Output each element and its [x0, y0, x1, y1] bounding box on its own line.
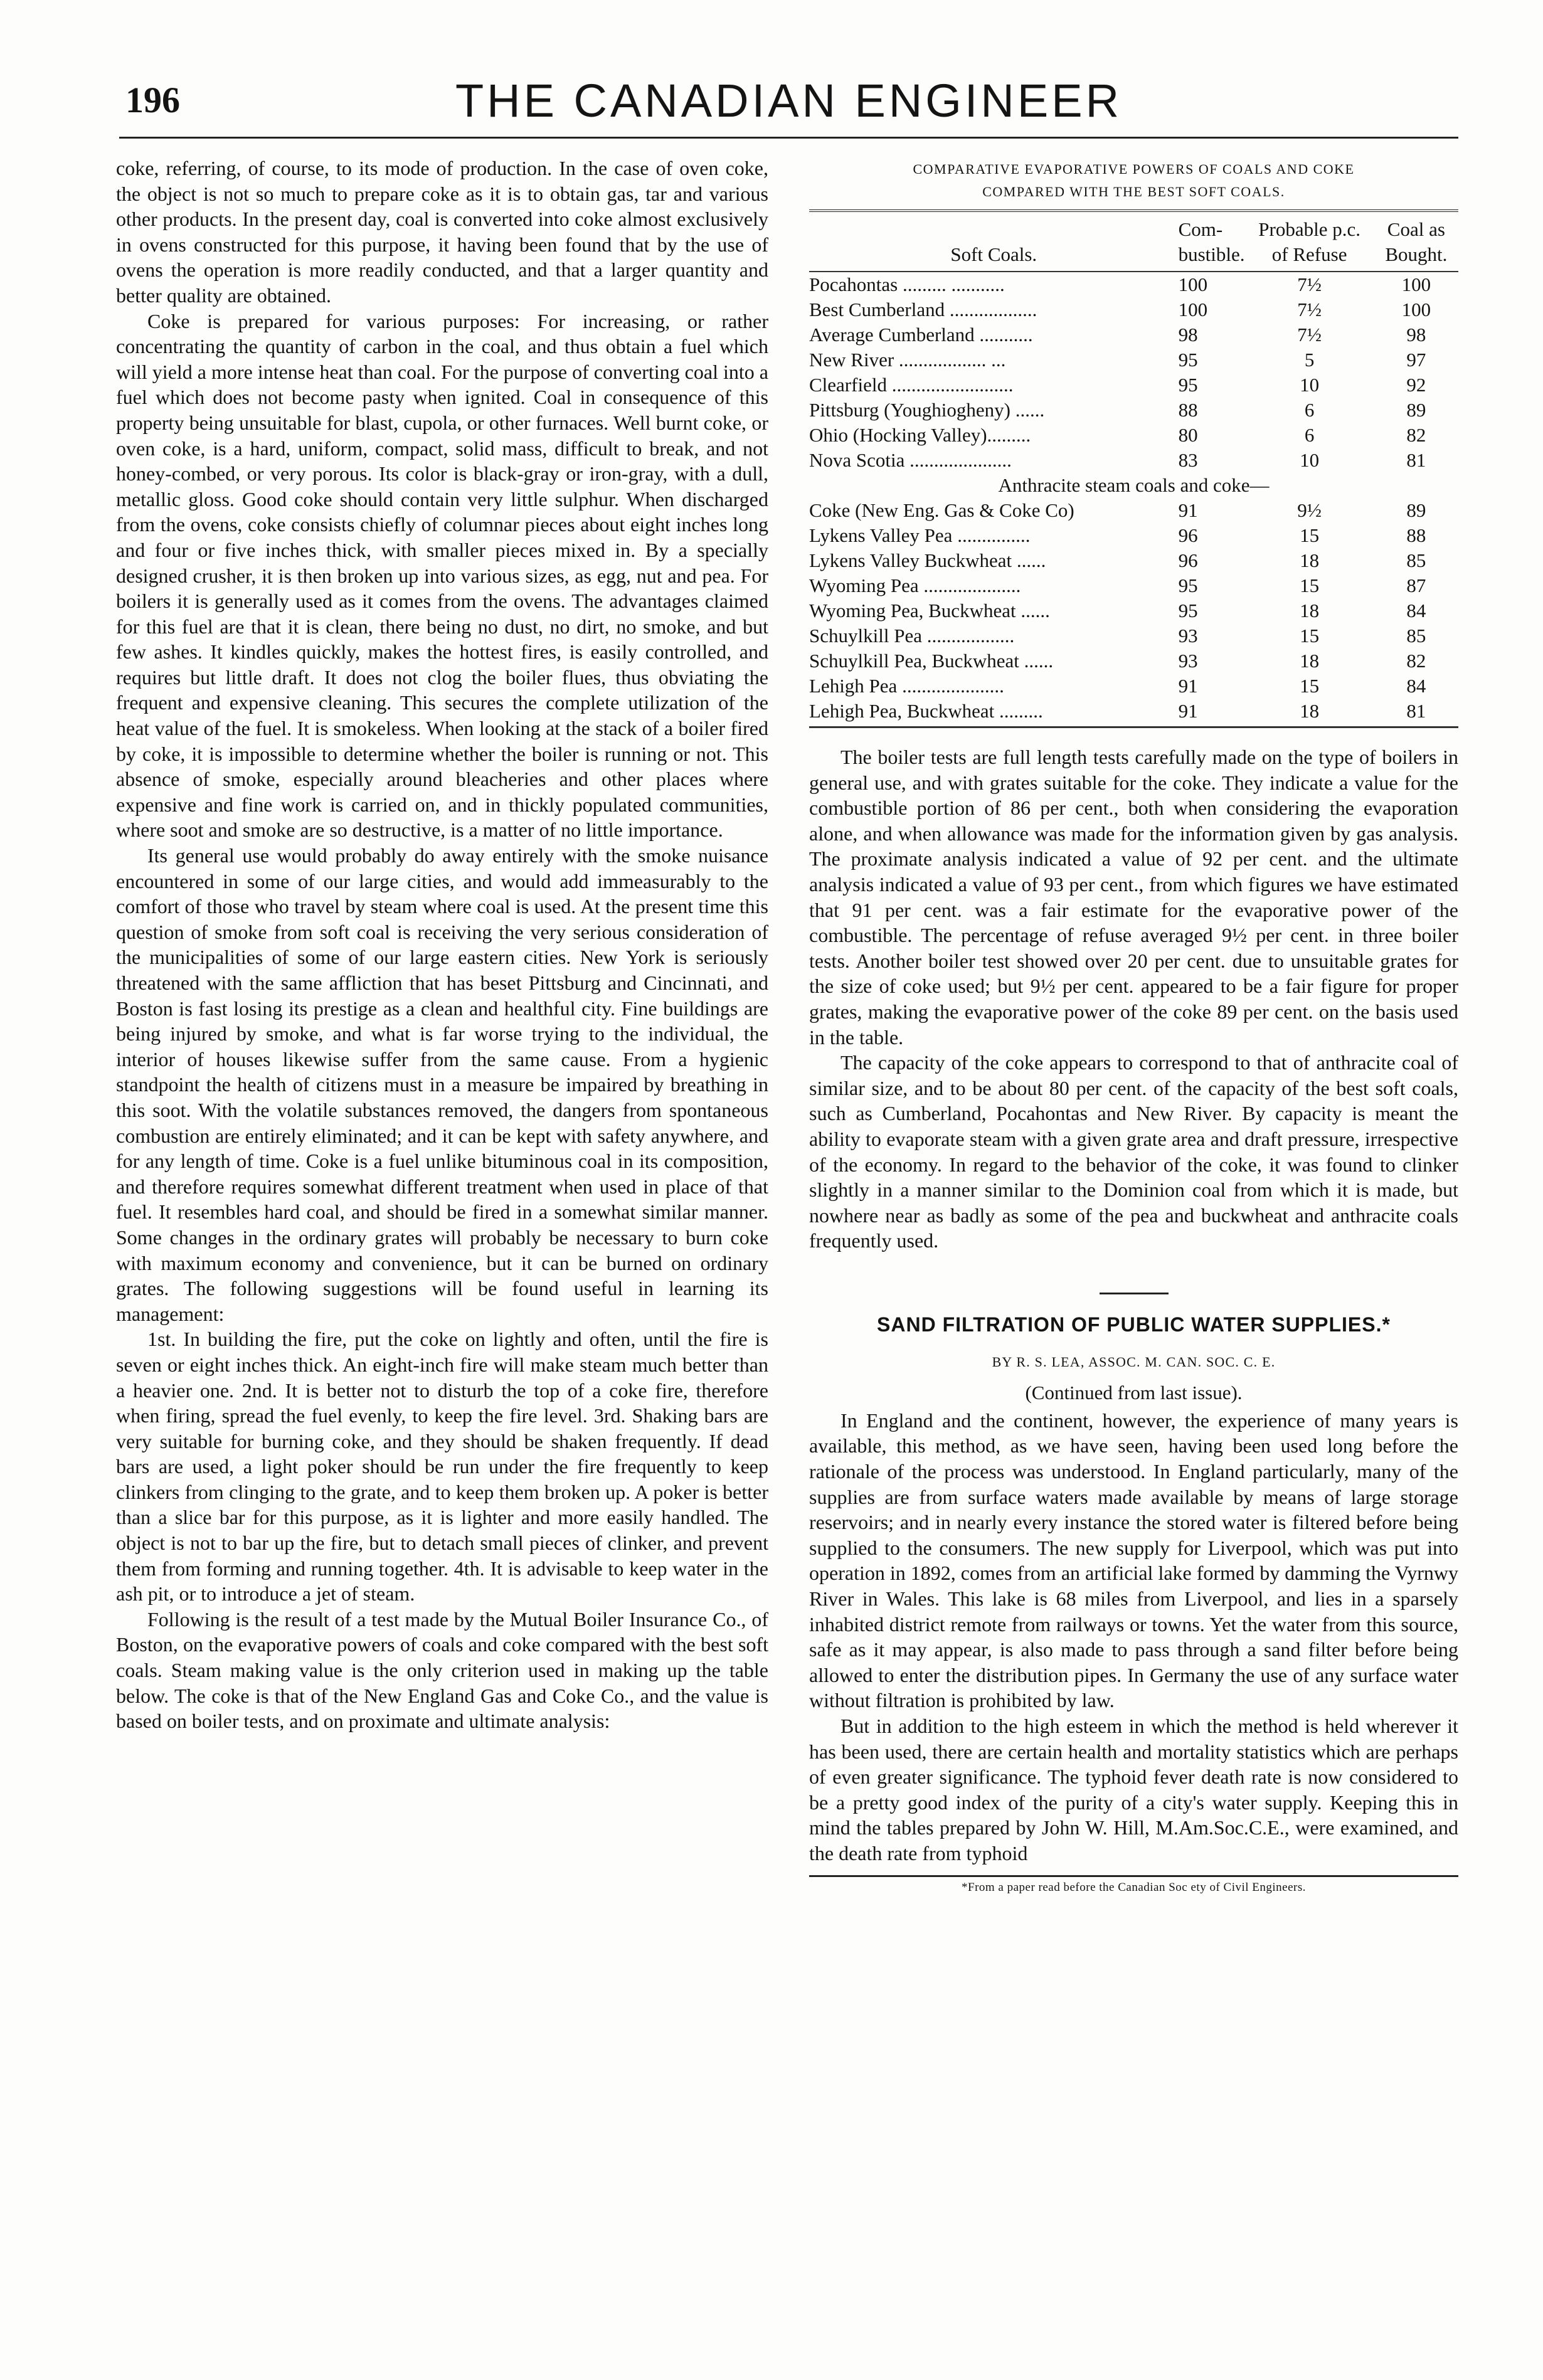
table-row: [809, 498, 1458, 523]
header-refuse: Probable p.c. of Refuse: [1245, 211, 1374, 272]
header-combustible: Com- bustible.: [1179, 211, 1245, 272]
table-row: [809, 598, 1458, 623]
combustible-cell: 80: [1178, 424, 1198, 446]
coal-name-cell: Schuylkill Pea ..................: [809, 625, 1015, 647]
refuse-cell: 10: [1300, 449, 1320, 471]
table-row: [809, 272, 1458, 297]
table-row: [809, 297, 1458, 322]
paragraph: But in addition to the high esteem in which the method is held wherever it has been used, there are certain health and mortality statistics which are perhaps of even greater significance. The typhoid fever death rate is now considered to be a pretty good index of the purity of a city's water supply. Keeping this in mind the tables prepared by John W. Hill, M.Am.Soc.C.E., were examined, and the death rate from typhoid: [809, 1715, 1458, 1864]
combustible-cell: 100: [1178, 273, 1208, 295]
coal-name-cell: Pittsburg (Youghiogheny) ......: [809, 399, 1045, 421]
paragraph: The capacity of the coke appears to correspond to that of anthracite coal of similar size, and to be about 80 per cent. of the capacity of the best soft coals, such as Cumberland, Pocahontas and New River. By capacity is meant the ability to evaporate steam with a given grate area and draft pressure, irrespective of the economy. In regard to the behavior of the coke, it was found to clinker slightly in a manner similar to the Dominion coal from which it is made, but nowhere near as badly as some of the pea and buckwheat and anthracite coals frequently used.: [809, 1051, 1458, 1252]
header-coal-as-bought: Coal as Bought.: [1374, 211, 1458, 272]
coal-name-cell: Clearfield .........................: [809, 374, 1014, 396]
refuse-cell: 18: [1300, 650, 1320, 672]
table-row: [809, 674, 1458, 699]
combustible-cell: 91: [1178, 675, 1198, 697]
table-row: [809, 347, 1458, 373]
coal-name-cell: Lykens Valley Buckwheat ......: [809, 549, 1046, 571]
refuse-cell: 18: [1300, 600, 1320, 621]
table-row: [809, 623, 1458, 648]
paragraph: The boiler tests are full length tests carefully made on the type of boilers in general use, and with grates suitable for the coke. They indicate a value for the combustible portion of 86 per cent., both when considering the evaporation alone, and when allowance was made for the information given by gas analysis. The proximate analysis indicated a value of 92 per cent. and the ultimate analysis indicated a value of 93 per cent., from which figures we have estimated that 91 per cent. was a fair estimate for the evaporative power of the combustible. The percentage of refuse averaged 9½ per cent. in three boiler tests. Another boiler test showed over 20 per cent. due to unsuitable grates for the size of coke used; but 9½ per cent. appeared to be a fair figure for proper grates, making the evaporative power of the coke 89 per cent. on the basis used in the table.: [809, 746, 1458, 1049]
coal-name-cell: Wyoming Pea ....................: [809, 574, 1021, 596]
paragraph: coke, referring, of course, to its mode of production. In the case of oven coke, the object is not so much to prepare coke as it is to obtain gas, tar and various other products. In the present day, coal is converted into coke almost exclusively in ovens constructed for this purpose, it having been found that by the use of ovens the operation is more readily conducted, and that a larger quantity and better quality are obtained.: [116, 157, 768, 307]
coal-comparison-table: [809, 209, 1458, 728]
paragraph: In England and the continent, however, the experience of many years is available, this method, as we have seen, having been used long before the rationale of the process was understood. In England particularly, many of the supplies are from surface waters made available by means of large storage reservoirs; and in nearly every instance the stored water is filtered before being supplied to the consumers. The new supply for Liverpool, which was put into operation in 1892, comes from an artificial lake formed by damming the Vyrnwy River in Wales. This lake is 68 miles from Liverpool, and lies in a sparsely inhabited district remote from railways or towns. Yet the water from this source, safe as it may appear, is also made to pass through a sand filter before being allowed to enter the distribution pipes. In Germany the use of any surface water without filtration is prohibited by law.: [809, 1409, 1458, 1712]
table-row: [809, 322, 1458, 347]
paragraph: Its general use would probably do away entirely with the smoke nuisance encountered in some of our large cities, and would add immeasurably to the comfort of those who travel by steam where coal is used. At the present time this question of smoke from soft coal is receiving the very serious consideration of the municipalities of some of our large eastern cities. New York is seriously threatened with the same affliction that has beset Pittsburg and Cincinnati, and Boston is fast losing its prestige as a clean and healthful city. Fine buildings are being injured by smoke, and what is far worse trying to the individual, the interior of houses likewise suffer from the same cause. From a hygienic standpoint the health of citizens must in a measure be impaired by breathing in this soot. With the volatile substances removed, the dangers from spontaneous combustion are entirely eliminated; and it can be kept with safety anywhere, and for any length of time. Coke is a fuel unlike bituminous coal in its composition, and therefore requires somewhat different treatment when used in place of that fuel. It resembles hard coal, and should be fired in a somewhat similar manner. Some changes in the ordinary grates will probably be necessary to burn coke with maximum economy and convenience, but it can be burned on ordinary grates. The following suggestions will be found useful in learning its management:: [116, 844, 768, 1325]
coal-as-bought-cell: 100: [1401, 273, 1431, 295]
table-row: [809, 699, 1458, 727]
article-byline: BY R. S. LEA, ASSOC. M. CAN. SOC. C. E.: [992, 1353, 1276, 1370]
combustible-cell: 98: [1178, 324, 1198, 346]
refuse-cell: 15: [1300, 675, 1320, 697]
coal-name-cell: Coke (New Eng. Gas & Coke Co): [809, 499, 1074, 521]
paragraph: 1st. In building the fire, put the coke on lightly and often, until the fire is seven or eight inches thick. An eight-inch fire will make steam much better than a heavier one. 2nd. It is better not to disturb the top of a coke fire, therefore when firing, spread the fuel evenly, to keep the fire level. 3rd. Shaking bars are very suitable for burning coke, and they should be shaken frequently. If dead bars are used, a light poker should be run under the fire frequently to keep clinkers from clinging to the grate, and to keep them broken up. A poker is better than a slice bar for this purpose, as it is lighter and more easily handled. The object is not to bar up the fire, but to detach small pieces of clinker, and prevent them from forming and running together. 4th. It is advisable to keep water in the ash pit, or to introduce a jet of steam.: [116, 1328, 768, 1605]
refuse-cell: 7½: [1297, 324, 1322, 346]
footnote: *From a paper read before the Canadian Soc ety of Civil Engineers.: [809, 1875, 1458, 1895]
coal-as-bought-cell: 98: [1406, 324, 1426, 346]
coal-as-bought-cell: 85: [1406, 549, 1426, 571]
coal-name-cell: Ohio (Hocking Valley).........: [809, 424, 1031, 446]
page-header: [119, 74, 1458, 139]
article-title: SAND FILTRATION OF PUBLIC WATER SUPPLIES.*: [877, 1313, 1391, 1336]
table-row: [809, 373, 1458, 398]
table-row: [809, 648, 1458, 674]
table-row: [809, 523, 1458, 548]
combustible-cell: 95: [1178, 374, 1198, 396]
refuse-cell: 18: [1300, 549, 1320, 571]
left-column: [116, 156, 768, 1734]
coal-name-cell: Lehigh Pea, Buckwheat .........: [809, 699, 1179, 727]
section-divider: [1100, 1293, 1169, 1294]
combustible-cell: 95: [1178, 349, 1198, 371]
combustible-cell: 93: [1178, 650, 1198, 672]
coal-as-bought-cell: 84: [1406, 675, 1426, 697]
combustible-cell: 96: [1178, 549, 1198, 571]
table-row: [809, 548, 1458, 573]
table-title-line: COMPARATIVE EVAPORATIVE POWERS OF COALS AND COKE: [913, 161, 1355, 177]
refuse-cell: 5: [1304, 349, 1315, 371]
table-row: [809, 423, 1458, 448]
table-title: [809, 158, 1458, 203]
combustible-cell: 95: [1178, 600, 1198, 621]
coal-as-bought-cell: 81: [1406, 449, 1426, 471]
coal-name-cell: Schuylkill Pea, Buckwheat ......: [809, 650, 1054, 672]
page-number: 196: [125, 80, 180, 120]
coal-as-bought-cell: 84: [1406, 600, 1426, 621]
combustible-cell: 83: [1178, 449, 1198, 471]
table-subheading-row: [809, 473, 1458, 498]
coal-name-cell: Average Cumberland ...........: [809, 324, 1033, 346]
refuse-cell: 9½: [1297, 499, 1322, 521]
combustible-cell: 91: [1178, 499, 1198, 521]
coal-as-bought-cell: 89: [1406, 499, 1426, 521]
header-soft-coals: Soft Coals.: [809, 211, 1179, 272]
coal-name-cell: Pocahontas ......... ...........: [809, 273, 1005, 295]
table-title-line: COMPARED WITH THE BEST SOFT COALS.: [982, 184, 1285, 199]
coal-name-cell: Lehigh Pea .....................: [809, 675, 1004, 697]
refuse-cell: 15: [1300, 625, 1320, 647]
coal-as-bought-cell: 85: [1406, 625, 1426, 647]
combustible-cell: 93: [1178, 625, 1198, 647]
paragraph: Following is the result of a test made by the Mutual Boiler Insurance Co., of Boston, on the evaporative powers of coals and coke compared with the best soft coals. Steam making value is the only criterion used in making up the table below. The coke is that of the New England Gas and Coke Co., and the value is based on boiler tests, and on proximate and ultimate analysis:: [116, 1607, 768, 1733]
paragraph: Coke is prepared for various purposes: For increasing, or rather concentrating the quantity of carbon in the coal, and thus obtain a fuel which will yield a more intense heat than coal. For the purpose of converting coal into a fuel which does not become pasty when ignited. Coal in consequence of this property being unsuitable for blast, cupola, or other furnaces. Well burnt coke, or oven coke, is a hard, uniform, compact, solid mass, difficult to break, and not honey-combed, or very porous. Its color is black-gray or iron-gray, with a dull, metallic gloss. Good coke should contain very little sulphur. When discharged from the ovens, coke consists chiefly of columnar pieces about eight inches long and four or five inches thick, with smaller pieces mixed in. By a specially designed crusher, it is then broken up into various sizes, as egg, nut and pea. For boilers it is generally used as it comes from the ovens. The advantages claimed for this fuel are that it is clean, there being no dust, no dirt, no smoke, and but few ashes. It kindles quickly, makes the hottest fires, is easily controlled, and requires but little draft. It does not clog the boiler flues, thus obviating the frequent and expensive cleaning. This secures the complete utilization of the heat value of the fuel. It is smokeless. When looking at the stack of a boiler fired by coke, it is impossible to determine whether the boiler is running or not. This absence of smoke, especially around bleacheries and other places where expensive and fine work is carried on, and in thickly populated communities, where soot and smoke are so destructive, is a matter of no little importance.: [116, 309, 768, 842]
coal-name-cell: Nova Scotia .....................: [809, 449, 1012, 471]
table-row: [809, 398, 1458, 423]
refuse-cell: 18: [1245, 699, 1374, 727]
coal-as-bought-cell: 100: [1401, 299, 1431, 320]
table-header-row: [809, 211, 1458, 272]
refuse-cell: 6: [1304, 399, 1315, 421]
table-row: [809, 448, 1458, 473]
coal-as-bought-cell: 81: [1374, 699, 1458, 727]
table-body: [809, 272, 1458, 727]
coal-as-bought-cell: 89: [1406, 399, 1426, 421]
refuse-cell: 15: [1300, 574, 1320, 596]
coal-name-cell: New River .................. ...: [809, 349, 1006, 371]
combustible-cell: 91: [1179, 699, 1245, 727]
table-row: [809, 573, 1458, 598]
coal-as-bought-cell: 97: [1406, 349, 1426, 371]
refuse-cell: 15: [1300, 524, 1320, 546]
combustible-cell: 96: [1178, 524, 1198, 546]
coal-as-bought-cell: 92: [1406, 374, 1426, 396]
combustible-cell: 100: [1178, 299, 1208, 320]
right-column: [809, 156, 1458, 1895]
combustible-cell: 88: [1178, 399, 1198, 421]
refuse-cell: 7½: [1297, 299, 1322, 320]
refuse-cell: 10: [1300, 374, 1320, 396]
refuse-cell: 6: [1304, 424, 1315, 446]
table-subheading: Anthracite steam coals and coke—: [998, 474, 1270, 496]
coal-name-cell: Wyoming Pea, Buckwheat ......: [809, 600, 1050, 621]
coal-name-cell: Lykens Valley Pea ...............: [809, 524, 1031, 546]
refuse-cell: 7½: [1297, 273, 1322, 295]
coal-as-bought-cell: 87: [1406, 574, 1426, 596]
combustible-cell: 95: [1178, 574, 1198, 596]
continued-note: (Continued from last issue).: [1025, 1381, 1243, 1404]
coal-as-bought-cell: 82: [1406, 650, 1426, 672]
journal-title: THE CANADIAN ENGINEER: [455, 75, 1123, 127]
coal-as-bought-cell: 82: [1406, 424, 1426, 446]
coal-as-bought-cell: 88: [1406, 524, 1426, 546]
coal-name-cell: Best Cumberland ..................: [809, 299, 1037, 320]
